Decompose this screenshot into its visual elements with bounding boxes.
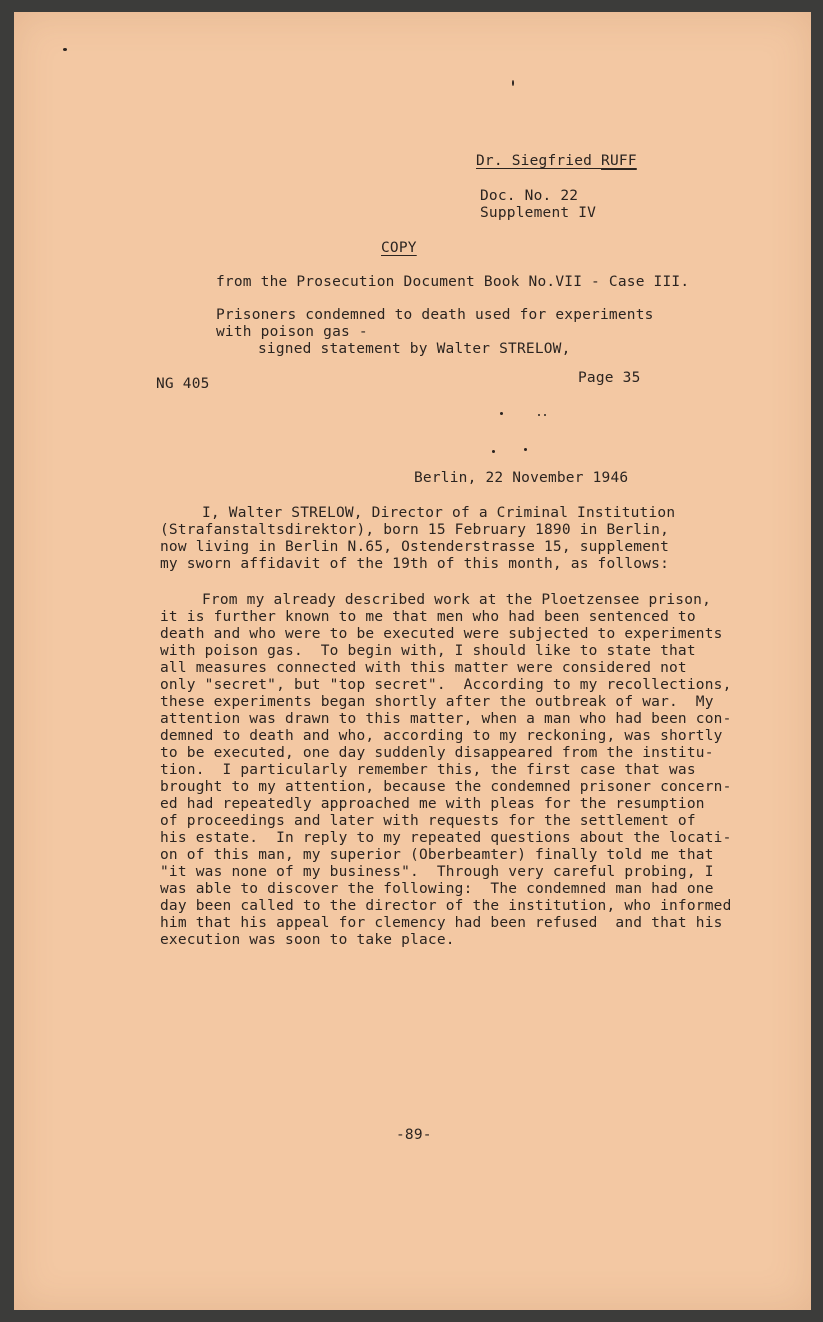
page-reference: Page 35 xyxy=(578,370,641,386)
subject-line-2: with poison gas - xyxy=(216,324,368,340)
copy-label: COPY xyxy=(381,240,417,256)
ink-speck xyxy=(538,414,540,416)
source-line: from the Prosecution Document Book No.VII - Case III. xyxy=(216,274,690,290)
intro-line: now living in Berlin N.65, Ostenderstrasse 15, supplement xyxy=(160,539,669,555)
body-line: these experiments began shortly after the outbreak of war. My xyxy=(160,694,714,710)
body-line: all measures connected with this matter were considered not xyxy=(160,660,687,676)
body-line: was able to discover the following: The condemned man had one xyxy=(160,881,714,897)
ink-speck xyxy=(524,448,527,451)
author-name-prefix: Dr. Siegfried xyxy=(476,153,602,169)
body-line: execution was soon to take place. xyxy=(160,932,455,948)
body-line: to be executed, one day suddenly disappeared from the institu- xyxy=(160,745,714,761)
ink-speck xyxy=(512,80,514,86)
date-line: Berlin, 22 November 1946 xyxy=(414,470,629,486)
intro-line: I, Walter STRELOW, Director of a Criminal Institution xyxy=(202,505,676,521)
subject-line-3: signed statement by Walter STRELOW, xyxy=(258,341,571,357)
document-page xyxy=(14,12,811,1310)
body-line: ed had repeatedly approached me with pleas for the resumption xyxy=(160,796,705,812)
body-line: brought to my attention, because the condemned prisoner concern- xyxy=(160,779,732,795)
body-line: demned to death and who, according to my reckoning, was shortly xyxy=(160,728,723,744)
body-line: "it was none of my business". Through very careful probing, I xyxy=(160,864,714,880)
intro-line: my sworn affidavit of the 19th of this month, as follows: xyxy=(160,556,669,572)
body-line: with poison gas. To begin with, I should like to state that xyxy=(160,643,696,659)
author-name xyxy=(476,153,637,170)
body-line: him that his appeal for clemency had been refused and that his xyxy=(160,915,723,931)
ink-speck xyxy=(63,48,67,51)
document-reference: NG 405 xyxy=(156,376,210,392)
body-line: tion. I particularly remember this, the first case that was xyxy=(160,762,696,778)
body-line: From my already described work at the Ploetzensee prison, xyxy=(202,592,711,608)
body-line: day been called to the director of the institution, who informed xyxy=(160,898,732,914)
ink-speck xyxy=(492,450,495,453)
ink-speck xyxy=(500,412,503,415)
author-surname: RUFF xyxy=(601,153,637,169)
subject-line-1: Prisoners condemned to death used for experiments xyxy=(216,307,654,323)
doc-number: Doc. No. 22 xyxy=(480,188,579,204)
ink-speck xyxy=(544,414,546,416)
body-line: only "secret", but "top secret". According to my recollections, xyxy=(160,677,732,693)
body-line: attention was drawn to this matter, when a man who had been con- xyxy=(160,711,732,727)
supplement-label: Supplement IV xyxy=(480,205,597,221)
body-line: of proceedings and later with requests for the settlement of xyxy=(160,813,696,829)
body-line: his estate. In reply to my repeated questions about the locati- xyxy=(160,830,732,846)
body-line: on of this man, my superior (Oberbeamter) finally told me that xyxy=(160,847,714,863)
page-number: -89- xyxy=(396,1127,432,1143)
body-line: it is further known to me that men who had been sentenced to xyxy=(160,609,696,625)
intro-line: (Strafanstaltsdirektor), born 15 February 1890 in Berlin, xyxy=(160,522,669,538)
body-line: death and who were to be executed were subjected to experiments xyxy=(160,626,723,642)
